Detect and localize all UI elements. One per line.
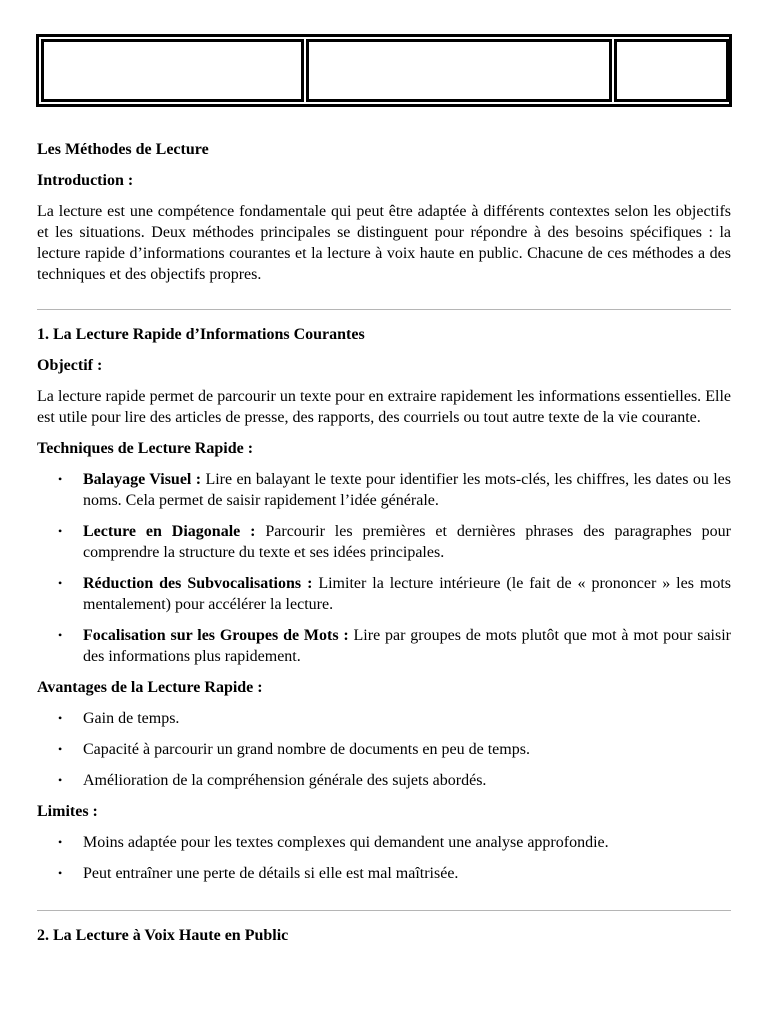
bullet-icon: • — [58, 576, 63, 590]
list-item — [37, 832, 731, 853]
bullet-icon: • — [58, 773, 63, 787]
section-divider-2 — [37, 910, 731, 911]
intro-heading: Introduction : — [37, 172, 134, 189]
document-body — [37, 139, 731, 946]
technique-term: Réduction des Subvocalisations : — [83, 575, 313, 592]
list-item — [37, 521, 731, 563]
bullet-icon: • — [58, 524, 63, 538]
bullet-icon: • — [58, 866, 63, 880]
technique-text: Lire en balayant le texte pour identifier les mots-clés, les chiffres, les dates ou les noms. Cela permet de saisir rapidement l’idée générale. — [83, 471, 731, 509]
list-item — [37, 770, 731, 791]
techniques-list — [37, 469, 731, 667]
limits-list — [37, 832, 731, 884]
technique-term: Focalisation sur les Groupes de Mots : — [83, 627, 349, 644]
header-table — [36, 34, 732, 107]
header-cell-3 — [614, 39, 729, 102]
intro-paragraph: La lecture est une compétence fondamentale qui peut être adaptée à différents contextes selon les objectifs et les situations. Deux méthodes principales se distinguent pour répondre à des besoins spécifiques : la lecture rapide d’informations courantes et la lecture à voix haute en public. Chacune de ces méthodes a des techniques et des objectifs propres. — [37, 203, 731, 283]
technique-text: Parcourir les premières et dernières phrases des paragraphes pour comprendre la structure du texte et ses idées principales. — [83, 523, 731, 561]
bullet-icon: • — [58, 628, 63, 642]
list-item-text: Capacité à parcourir un grand nombre de documents en peu de temps. — [83, 741, 530, 758]
limits-heading: Limites : — [37, 803, 98, 820]
section2-title: 2. La Lecture à Voix Haute en Public — [37, 927, 289, 944]
document-title: Les Méthodes de Lecture — [37, 141, 209, 158]
list-item — [37, 469, 731, 511]
bullet-icon: • — [58, 742, 63, 756]
section-divider-1 — [37, 309, 731, 310]
header-cell-2 — [306, 39, 612, 102]
list-item-text: Gain de temps. — [83, 710, 180, 727]
advantages-heading: Avantages de la Lecture Rapide : — [37, 679, 263, 696]
technique-text: Limiter la lecture intérieure (le fait de « prononcer » les mots mentalement) pour accélérer la lecture. — [83, 575, 732, 613]
technique-term: Lecture en Diagonale : — [83, 523, 256, 540]
list-item-text: Amélioration de la compréhension générale des sujets abordés. — [83, 772, 487, 789]
list-item — [37, 573, 731, 615]
list-item — [37, 739, 731, 760]
list-item — [37, 863, 731, 884]
advantages-list — [37, 708, 731, 791]
technique-term: Balayage Visuel : — [83, 471, 202, 488]
techniques-heading: Techniques de Lecture Rapide : — [37, 440, 254, 457]
list-item-text: Moins adaptée pour les textes complexes qui demandent une analyse approfondie. — [83, 834, 609, 851]
bullet-icon: • — [58, 472, 63, 486]
objective-paragraph: La lecture rapide permet de parcourir un texte pour en extraire rapidement les informations essentielles. Elle est utile pour lire des articles de presse, des rapports, des courriels ou tout autre texte de la vie courante. — [37, 388, 731, 426]
header-cell-1 — [41, 39, 304, 102]
bullet-icon: • — [58, 835, 63, 849]
list-item-text: Peut entraîner une perte de détails si elle est mal maîtrisée. — [83, 865, 459, 882]
technique-text: Lire par groupes de mots plutôt que mot à mot pour saisir des informations plus rapidement. — [83, 627, 731, 665]
objective-heading: Objectif : — [37, 357, 103, 374]
bullet-icon: • — [58, 711, 63, 725]
section1-title: 1. La Lecture Rapide d’Informations Courantes — [37, 326, 365, 343]
list-item — [37, 708, 731, 729]
list-item — [37, 625, 731, 667]
